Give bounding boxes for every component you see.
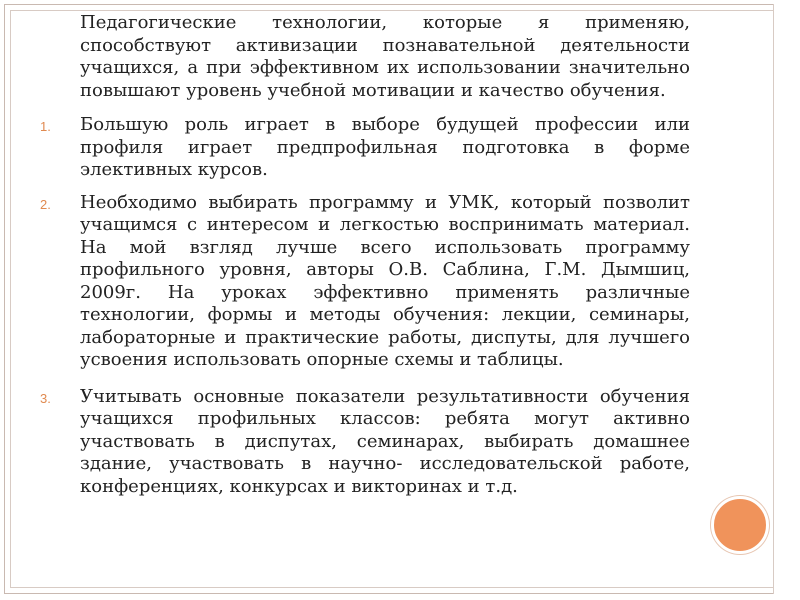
slide-content <box>40 12 690 508</box>
list-item <box>40 386 690 499</box>
list-item-number: 2. <box>40 196 51 212</box>
list-item <box>40 192 690 372</box>
list-item <box>40 114 690 182</box>
orange-circle-decoration <box>711 496 769 554</box>
intro-paragraph: Педагогические технологии, которые я применяю, способствуют активизации познавательной деятельности учащихся, а при эффективном их использовании значительно повышают уровень учебной мотивации и качество обучения. <box>80 12 690 101</box>
list-item-number: 1. <box>40 119 51 134</box>
right-decorative-band <box>773 4 796 594</box>
numbered-list <box>40 114 690 498</box>
list-item-text: Необходимо выбирать программу и УМК, который позволит учащимся с интересом и легкостью воспринимать материал. На мой взгляд лучше всего использовать программу профильного уровня, авторы О.В. Саблина, Г.М. Дымшиц, 2009г. На уроках эффективно применять различные технологии, формы и методы обучения: лекции, семинары, лабораторные и практические работы, диспуты, для лучшего усвоения использовать опорные схемы и таблицы. <box>80 191 690 370</box>
list-item-number: 3. <box>40 390 51 406</box>
list-item-text: Учитывать основные показатели результативности обучения учащихся профильных классов: ребята могут активно участвовать в диспутах, семинарах, выбирать домашнее здание, участвовать в научно- исследовательской работе, конференциях, конкурсах и викторинах и т.д. <box>80 385 690 497</box>
list-item-text: Большую роль играет в выборе будущей профессии или профиля играет предпрофильная подготовка в форме элективных курсов. <box>80 114 690 180</box>
